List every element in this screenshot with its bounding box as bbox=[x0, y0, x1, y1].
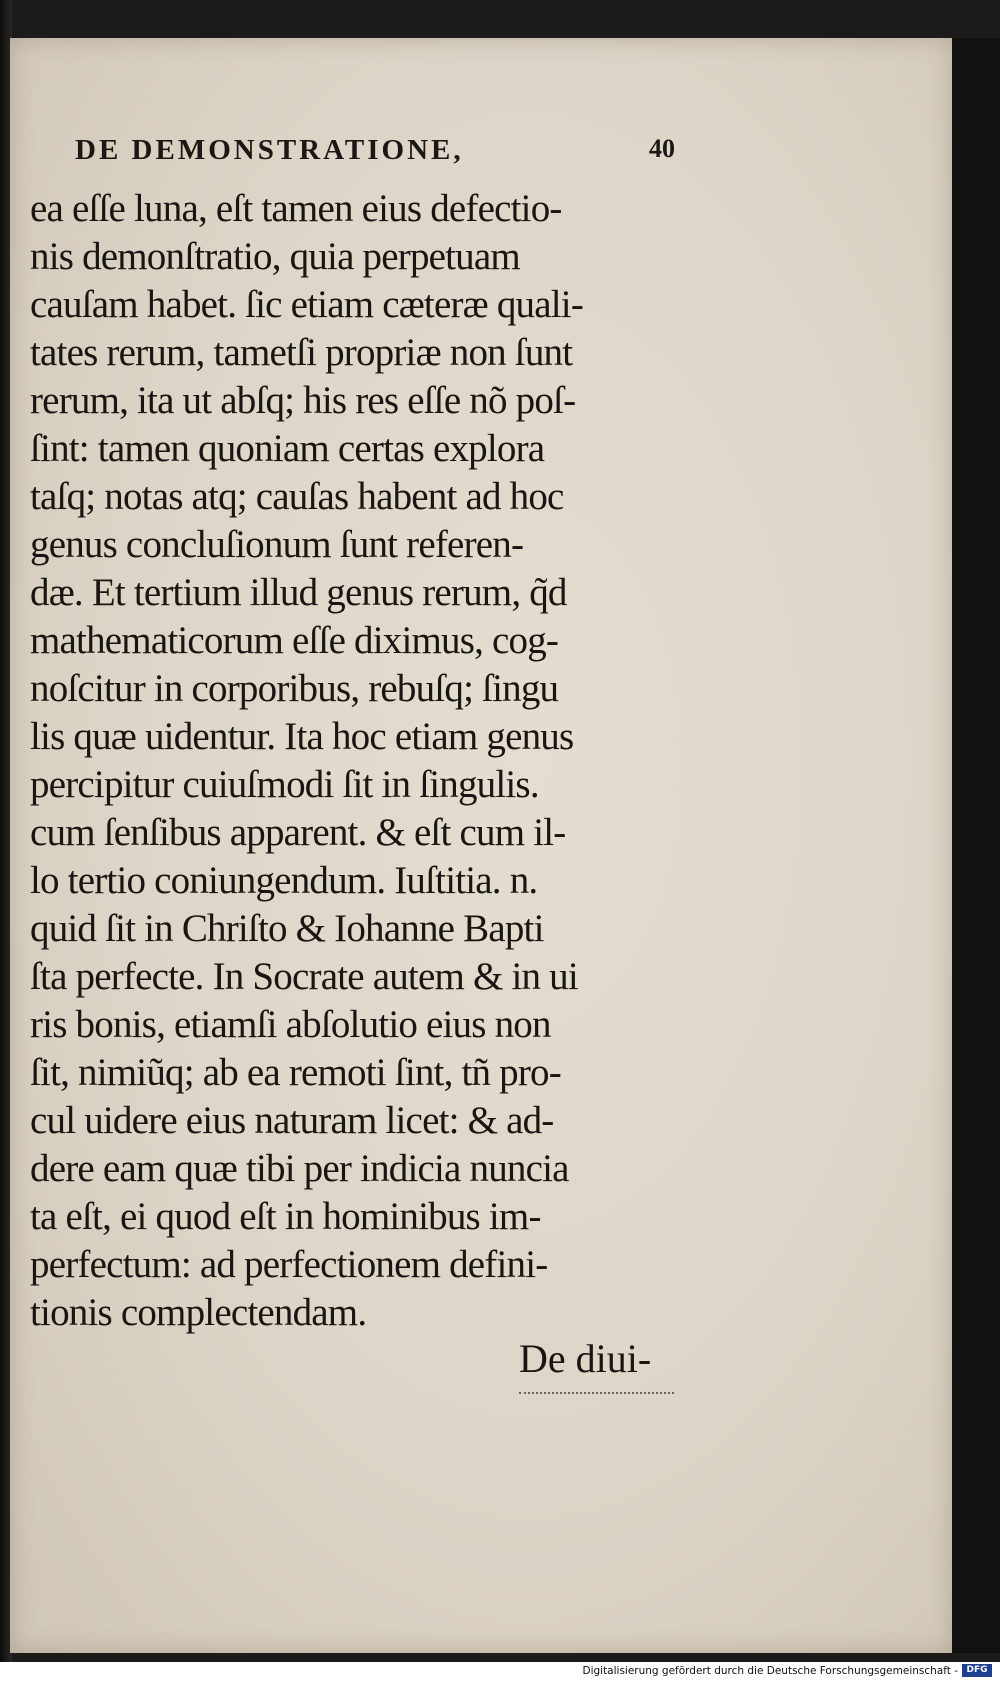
text-line: cul uidere eius naturam licet: & ad- bbox=[30, 1099, 554, 1142]
page-number: 40 bbox=[649, 134, 675, 163]
text-line: ſta perfecte. In Socrate autem & in ui bbox=[30, 955, 578, 998]
text-line: lis quæ uidentur. Ita hoc etiam genus bbox=[30, 715, 574, 758]
text-line: ea eſſe luna, eſt tamen eius defectio- bbox=[30, 187, 562, 230]
page-header bbox=[75, 134, 675, 174]
text-line: ſint: tamen quoniam certas explora bbox=[30, 427, 545, 470]
text-line: cauſam habet. ſic etiam cæteræ quali- bbox=[30, 283, 584, 326]
text-line: mathematicorum eſſe diximus, cog- bbox=[30, 619, 559, 662]
catchword-rule bbox=[519, 1392, 674, 1394]
text-line: nis demonſtratio, quia perpetuam bbox=[30, 235, 520, 278]
text-line: tates rerum, tametſi propriæ non ſunt bbox=[30, 331, 573, 374]
text-line: taſq; notas atq; cauſas habent ad hoc bbox=[30, 475, 564, 518]
text-line: perfectum: ad perfectionem defini- bbox=[30, 1243, 548, 1286]
text-line: ris bonis, etiamſi abſolutio eius non bbox=[30, 1003, 551, 1046]
text-line: genus concluſionum ſunt referen- bbox=[30, 523, 524, 566]
page-edge bbox=[952, 38, 1000, 1653]
text-line: cum ſenſibus apparent. & eſt cum il- bbox=[30, 811, 566, 854]
text-line: ſit, nimiũq; ab ea remoti ſint, tñ pro- bbox=[30, 1051, 561, 1094]
body-text bbox=[30, 185, 680, 1337]
text-line: ta eſt, ei quod eſt in hominibus im- bbox=[30, 1195, 541, 1238]
catchword: De diui- bbox=[519, 1336, 652, 1381]
text-line: lo tertio coniungendum. Iuſtitia. n. bbox=[30, 859, 538, 902]
text-line: dæ. Et tertium illud genus rerum, q̃d bbox=[30, 571, 567, 614]
running-head: DE DEMONSTRATIONE, bbox=[75, 134, 464, 166]
text-line: rerum, ita ut abſq; his res eſſe nõ poſ- bbox=[30, 379, 576, 422]
text-line: dere eam quæ tibi per indicia nuncia bbox=[30, 1147, 569, 1190]
text-line: quid ſit in Chriſto & Iohanne Bapti bbox=[30, 907, 544, 950]
text-line: tionis complectendam. bbox=[30, 1291, 367, 1334]
text-line: noſcitur in corporibus, rebuſq; ſingu bbox=[30, 667, 559, 710]
digitization-credit: Digitalisierung gefördert durch die Deutsche Forschungsgemeinschaft - bbox=[582, 1665, 958, 1677]
dfg-logo-icon: DFG bbox=[962, 1664, 992, 1677]
text-line: percipitur cuiuſmodi ſit in ſingulis. bbox=[30, 763, 539, 806]
